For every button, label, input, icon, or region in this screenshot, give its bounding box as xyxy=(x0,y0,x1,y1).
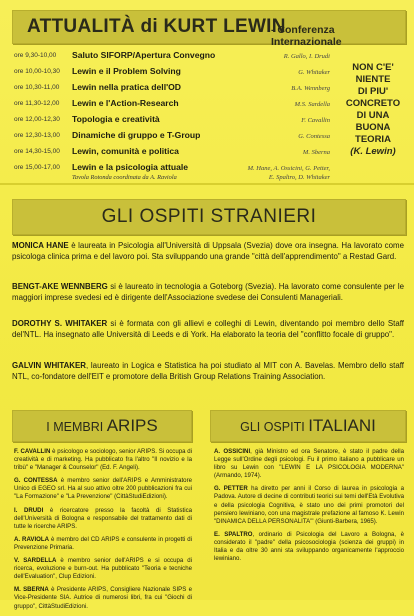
schedule-row xyxy=(14,130,334,145)
schedule-title: Dinamiche di gruppo e T-Group xyxy=(72,130,201,140)
member-name: F. CAVALLIN xyxy=(14,448,51,455)
section-divider xyxy=(0,183,414,185)
schedule-title: Lewin nella pratica dell'OD xyxy=(72,82,182,92)
member-name: A. RAVIOLA xyxy=(14,535,50,543)
schedule-title: Lewin, comunità e politica xyxy=(72,146,179,156)
quote-line: CONCRETO xyxy=(345,98,401,109)
schedule-speaker: M. Hane, A. Ossicini, G. Petter, xyxy=(247,165,330,172)
schedule-speaker-continued: E. Spaltro, D. Whitaker xyxy=(268,174,330,181)
conference-title-banner xyxy=(12,10,406,48)
quote-author: (K. Lewin) xyxy=(350,146,396,157)
schedule-title: Lewin e la psicologia attuale xyxy=(72,162,189,172)
italian-heading-main: ITALIANI xyxy=(308,416,376,435)
schedule-row xyxy=(14,98,334,113)
member-description: è membro del CD ARIPS e consulente in progetti di Prevenzione Primaria. xyxy=(14,535,192,551)
member-bio xyxy=(14,448,192,472)
member-name: M. SBERNA xyxy=(14,586,49,594)
member-bio xyxy=(14,557,192,581)
guest-bio xyxy=(12,318,404,340)
italian-guests-banner xyxy=(210,410,406,442)
schedule-title: Topologia e creatività xyxy=(72,114,160,124)
quote-line: DI PIU' xyxy=(357,86,389,97)
arips-members-heading xyxy=(13,416,191,436)
member-bio xyxy=(14,477,192,501)
italian-guests-list xyxy=(214,448,404,568)
guest-description: è laureata in Psicologia all'Università di Uppsala (Svezia) dove ora insegna. Ha lavorato come psicologa clinica prima e del lavoro poi. Sta sviluppando una grande "città dell'apprendimento" a Restad Gard. xyxy=(12,241,404,261)
member-description: è membro senior dell'ARIPS e Amministratore Unico di EGEO srl. Ha al suo attivo oltre 200 pubblicazioni fra cui "La Formazione" e "La Prevenzione" (CittàStudiEdizioni). xyxy=(14,477,192,501)
conference-subtitle: - Conferenza Internazionale xyxy=(271,24,342,48)
guest-bio xyxy=(12,281,404,303)
member-bio xyxy=(14,507,192,531)
schedule-row xyxy=(14,50,334,65)
guest-name: GALVIN WHITAKER xyxy=(12,361,86,370)
quote-line: NIENTE xyxy=(355,74,391,85)
guest-bio xyxy=(12,240,404,262)
schedule-time: ore 10,00-10,30 xyxy=(14,68,60,75)
foreign-guests-banner xyxy=(12,199,406,235)
italian-guest-description: ha diretto per anni il Corso di laurea in psicologia a Padova. Autore di decine di contributi teorici sui temi dell'Età Evolutiva e della psicologia Cognitiva, è stato uno dei primi promotori del pensiero lewiniano, con una magistrale prefazione al famoso K. Lewin "DINAMICA DELLA PERSONALITA'" (Giunti-Barbera, 1965). xyxy=(214,485,404,525)
schedule-row xyxy=(14,82,334,97)
member-bio xyxy=(14,586,192,610)
italian-heading-prefix: GLI OSPITI xyxy=(240,420,305,434)
foreign-guests-heading: GLI OSPITI STRANIERI xyxy=(101,206,317,227)
member-description: è Presidente ARIPS, Consigliere Nazionale SIPS e Vice-Presidente SIA. Autrice di numerosi libri, fra cui "Giochi di gruppo", CittàStudiEdizioni. xyxy=(14,586,192,610)
schedule-row xyxy=(14,66,334,81)
guest-bio xyxy=(12,360,404,382)
schedule-speaker: M. Sberna xyxy=(302,149,330,156)
schedule-row xyxy=(14,114,334,129)
schedule-speaker: G. Contessa xyxy=(298,133,330,140)
schedule-time: ore 12,00-12,30 xyxy=(14,116,60,123)
schedule-note: Tavola Rotonda coordinata da A. Raviola xyxy=(72,174,177,181)
guest-name: DOROTHY S. WHITAKER xyxy=(12,319,108,328)
schedule-speaker: B.A. Wennberg xyxy=(291,85,330,92)
guest-description: si è formata con gli allievi e colleghi di Lewin, diventando poi membro dello Staff del'NTL. Ha insegnato alle Università di Leeds e di York. Ha elaborato la teoria del "conflitto focale di gruppo". xyxy=(12,319,404,339)
schedule-speaker: G. Whitaker xyxy=(298,69,330,76)
schedule-speaker: M.S. Sardella xyxy=(294,101,330,108)
italian-guest-bio xyxy=(214,448,404,480)
schedule-title: Saluto SIFORP/Apertura Convegno xyxy=(72,50,216,60)
quote-line: NON C'E' xyxy=(352,62,394,73)
arips-members-list xyxy=(14,448,192,616)
member-description: è psicologo e sociologo, senior ARIPS. Si occupa di creatività e di marketing. Ha pubblicato fra l'altro "Il novizio e la tribù" e "Manager & Counselor" (Ed. F. Angeli). xyxy=(14,448,192,472)
italian-guest-bio xyxy=(214,485,404,525)
quote-line: TEORIA xyxy=(355,134,391,145)
member-description: è ricercatore presso la facoltà di Statistica dell'Università di Bologna e responsabile del trattamento dati di tutte le ricerche ARIPS. xyxy=(14,506,193,530)
member-name: G. CONTESSA xyxy=(14,477,58,485)
guest-name: BENGT-AKE WENNBERG xyxy=(12,282,108,291)
quote-line: BUONA xyxy=(355,122,391,133)
lewin-quote xyxy=(336,62,410,158)
schedule-time: ore 10,30-11,00 xyxy=(14,84,60,91)
arips-members-banner xyxy=(12,410,192,442)
schedule-time: ore 9,30-10,00 xyxy=(14,52,57,59)
arips-heading-prefix: I MEMBRI xyxy=(46,420,104,434)
member-description: è membro senior dell'ARIPS e si occupa di ricerca, evoluzione e burn-out. Ha pubblicato "Teoria e tecniche dell'Evaluation", Clup Edizioni. xyxy=(14,557,193,581)
guest-name: MONICA HANE xyxy=(12,241,69,250)
schedule-time: ore 14,30-15,00 xyxy=(14,148,60,155)
italian-guest-name: A. OSSICINI xyxy=(214,448,251,455)
guest-description: , laureato in Logica e Statistica ha poi studiato al MIT con A. Bavelas. Membro dello staff NTL, co-fondatore dell'EIT e promotore della British Group Relations Training Association. xyxy=(12,361,404,381)
italian-guests-heading xyxy=(211,416,405,436)
member-name: V. SARDELLA xyxy=(14,557,57,565)
schedule-speaker: F. Cavallin xyxy=(301,117,330,124)
italian-guest-name: E. SPALTRO xyxy=(214,530,253,538)
schedule-title: Lewin e il Problem Solving xyxy=(72,66,181,76)
schedule-row xyxy=(14,146,334,161)
schedule-speaker: R. Gallo, I. Drudi xyxy=(283,53,330,60)
quote-line: DI UNA xyxy=(356,110,390,121)
conference-title: ATTUALITÀ di KURT LEWIN xyxy=(27,16,286,37)
schedule-time: ore 11,30-12,00 xyxy=(14,100,60,107)
italian-guest-description: , ordinario di Psicologia del Lavoro a Bologna, è considerato il "padre" della psicosociologia (scienza dei gruppi) in Italia e da oltre 30 anni sta sviluppando organicamente l'approccio lewiniano. xyxy=(214,530,404,563)
italian-guest-description: , già Ministro ed ora Senatore, è stato il padre della Legge sull'Ordine degli psicologi. Fu il primo italiano a pubblicare un libro su Lewin con "LEWIN E LA PSICOLOGIA MODERNA" (Armando, 1974). xyxy=(214,448,404,480)
schedule-time: ore 12,30-13,00 xyxy=(14,132,60,139)
italian-guest-name: G. PETTER xyxy=(214,485,248,493)
schedule-title: Lewin e l'Action-Research xyxy=(72,98,179,108)
schedule-time: ore 15,00-17,00 xyxy=(14,164,60,171)
guest-description: si è laureato in tecnologia a Goteborg (Svezia). Ha lavorato come consulente per le maggiori imprese svedesi ed è dirigente dell'Associazione svedese dei Consulenti Manageriali. xyxy=(12,282,404,302)
member-name: I. DRUDI xyxy=(14,506,44,514)
italian-guest-bio xyxy=(214,531,404,563)
member-bio xyxy=(14,536,192,552)
arips-heading-main: ARIPS xyxy=(106,416,158,435)
